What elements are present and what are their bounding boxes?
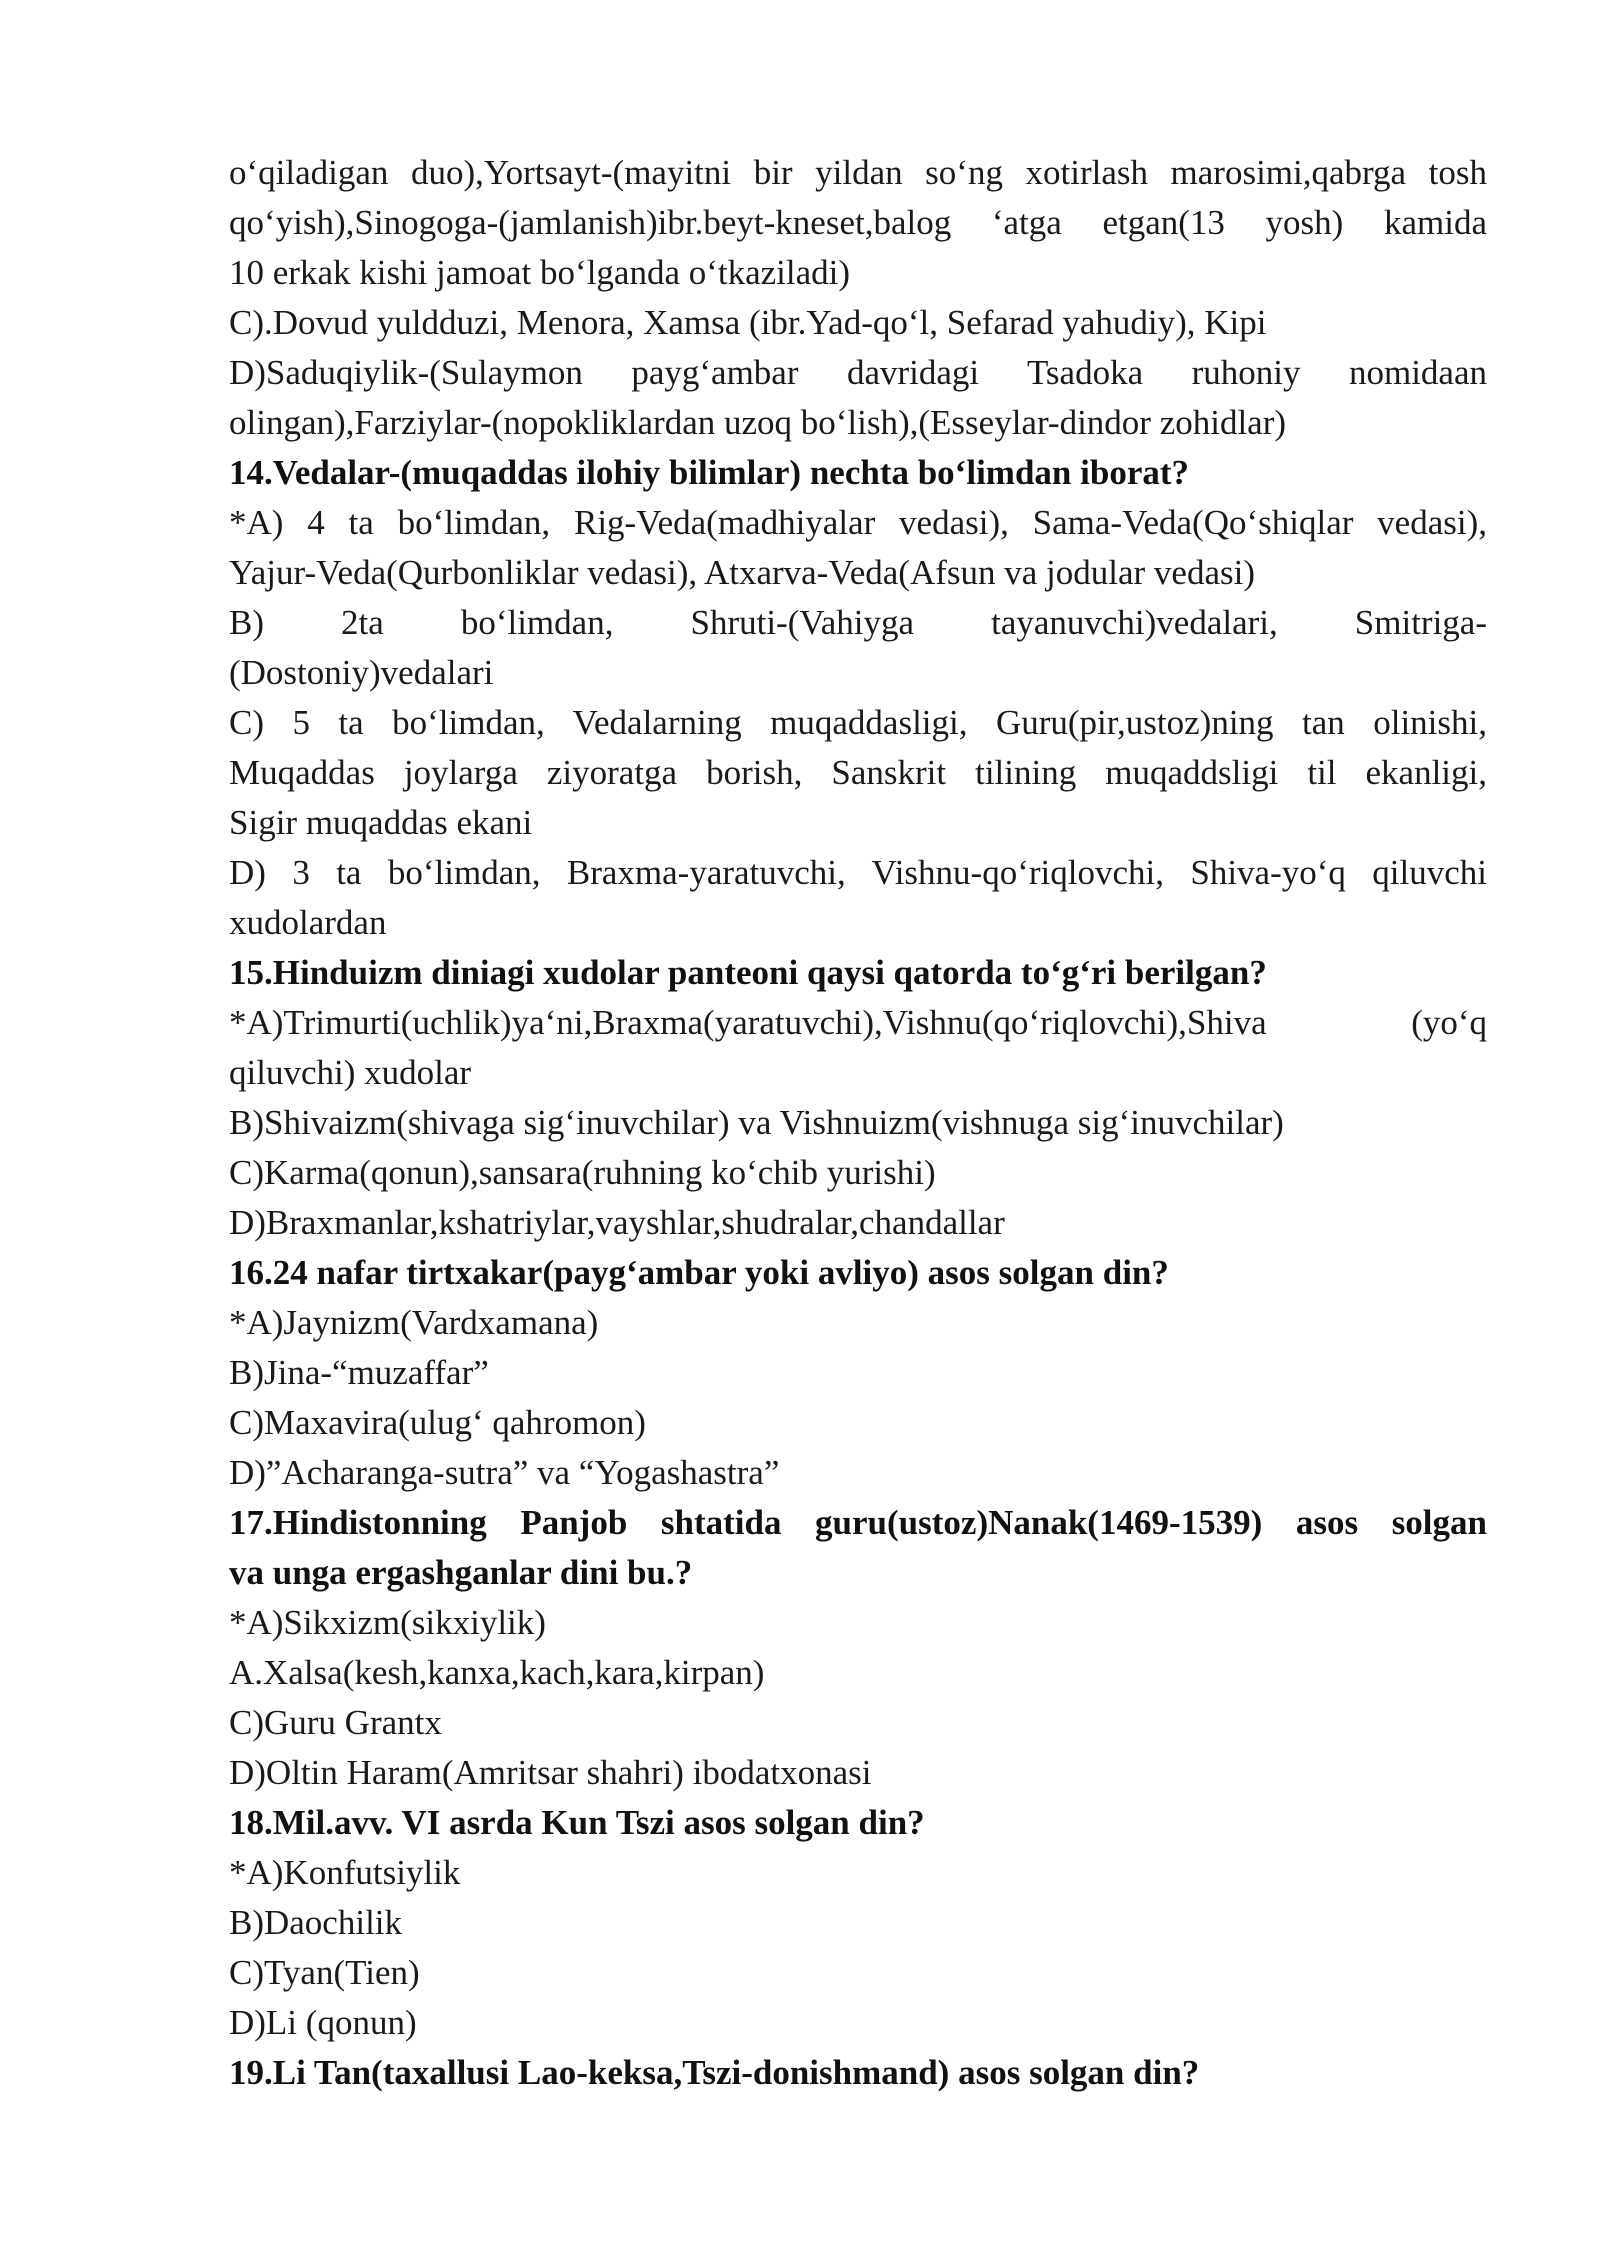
text-line: C).Dovud yuldduzi, Menora, Xamsa (ibr.Yad-qo‘l, Sefarad yahudiy), Kipi — [229, 303, 1267, 342]
text-line: B)Shivaizm(shivaga sig‘inuvchilar) va Vishnuizm(vishnuga sig‘inuvchilar) — [229, 1103, 1284, 1142]
question-line: 17.Hindistonning Panjob shtatida guru(ustoz)Nanak(1469-1539) asos solgan — [229, 1503, 1487, 1542]
text-line: D)”Acharanga-sutra” va “Yogashastra” — [229, 1453, 780, 1492]
text-line: B) 2ta bo‘limdan, Shruti-(Vahiyga tayanuvchi)vedalari, Smitriga- — [229, 603, 1487, 642]
text-line: Yajur-Veda(Qurbonliklar vedasi), Atxarva-Veda(Afsun va jodular vedasi) — [229, 553, 1255, 592]
question-line: 18.Mil.avv. VI asrda Kun Tszi asos solgan din? — [229, 1803, 925, 1842]
text-line: B)Daochilik — [229, 1903, 403, 1942]
text-line: Sigir muqaddas ekani — [229, 803, 533, 842]
text-line: olingan),Farziylar-(nopokliklardan uzoq bo‘lish),(Esseylar-dindor zohidlar) — [229, 403, 1287, 442]
text-line: xudolardan — [229, 903, 387, 942]
question-line: 14.Vedalar-(muqaddas ilohiy bilimlar) nechta bo‘limdan iborat? — [229, 453, 1190, 492]
text-line: o‘qiladigan duo),Yortsayt-(mayitni bir yildan so‘ng xotirlash marosimi,qabrga tosh — [229, 153, 1487, 192]
text-line: *A)Jaynizm(Vardxamana) — [229, 1303, 599, 1342]
text-line: C)Maxavira(ulug‘ qahromon) — [229, 1403, 646, 1442]
question-line: va unga ergashganlar dini bu.? — [229, 1553, 693, 1592]
text-line: *A) 4 ta bo‘limdan, Rig-Veda(madhiyalar vedasi), Sama-Veda(Qo‘shiqlar vedasi), — [229, 503, 1487, 542]
text-line: *A)Konfutsiylik — [229, 1853, 461, 1892]
text-line: 10 erkak kishi jamoat bo‘lganda o‘tkaziladi) — [229, 253, 851, 292]
text-line: C) 5 ta bo‘limdan, Vedalarning muqaddasligi, Guru(pir,ustoz)ning tan olinishi, — [229, 703, 1487, 742]
text-line: *A)Sikxizm(sikxiylik) — [229, 1603, 546, 1642]
text-line: B)Jina-“muzaffar” — [229, 1353, 489, 1392]
question-line: 15.Hinduizm diniagi xudolar panteoni qaysi qatorda to‘g‘ri berilgan? — [229, 953, 1267, 992]
text-line: qo‘yish),Sinogoga-(jamlanish)ibr.beyt-kneset,balog ‘atga etgan(13 yosh) kamida — [229, 203, 1487, 242]
text-line: C)Guru Grantx — [229, 1703, 442, 1742]
text-line: C)Karma(qonun),sansara(ruhning ko‘chib yurishi) — [229, 1153, 936, 1192]
question-line: 16.24 nafar tirtxakar(payg‘ambar yoki avliyo) asos solgan din? — [229, 1253, 1169, 1292]
text-line: C)Tyan(Tien) — [229, 1953, 420, 1992]
text-line: A.Xalsa(kesh,kanxa,kach,kara,kirpan) — [229, 1653, 765, 1692]
question-line: 19.Li Tan(taxallusi Lao-keksa,Tszi-donishmand) asos solgan din? — [229, 2053, 1200, 2092]
text-line: (Dostoniy)vedalari — [229, 653, 494, 692]
text-line: Muqaddas joylarga ziyoratga borish, Sanskrit tilining muqaddsligi til ekanligi, — [229, 753, 1487, 792]
document-page — [229, 148, 1487, 2098]
text-line: qiluvchi) xudolar — [229, 1053, 472, 1092]
text-line: D)Li (qonun) — [229, 2003, 417, 2042]
text-line: D)Oltin Haram(Amritsar shahri) ibodatxonasi — [229, 1753, 872, 1792]
text-line: D)Braxmanlar,kshatriylar,vayshlar,shudralar,chandallar — [229, 1203, 1005, 1242]
text-line: D) 3 ta bo‘limdan, Braxma-yaratuvchi, Vishnu-qo‘riqlovchi, Shiva-yo‘q qiluvchi — [229, 853, 1487, 892]
text-line: D)Saduqiylik-(Sulaymon payg‘ambar davridagi Tsadoka ruhoniy nomidaan — [229, 353, 1487, 392]
text-line: *A)Trimurti(uchlik)ya‘ni,Braxma(yaratuvchi),Vishnu(qo‘riqlovchi),Shiva (yo‘q — [229, 1003, 1487, 1042]
